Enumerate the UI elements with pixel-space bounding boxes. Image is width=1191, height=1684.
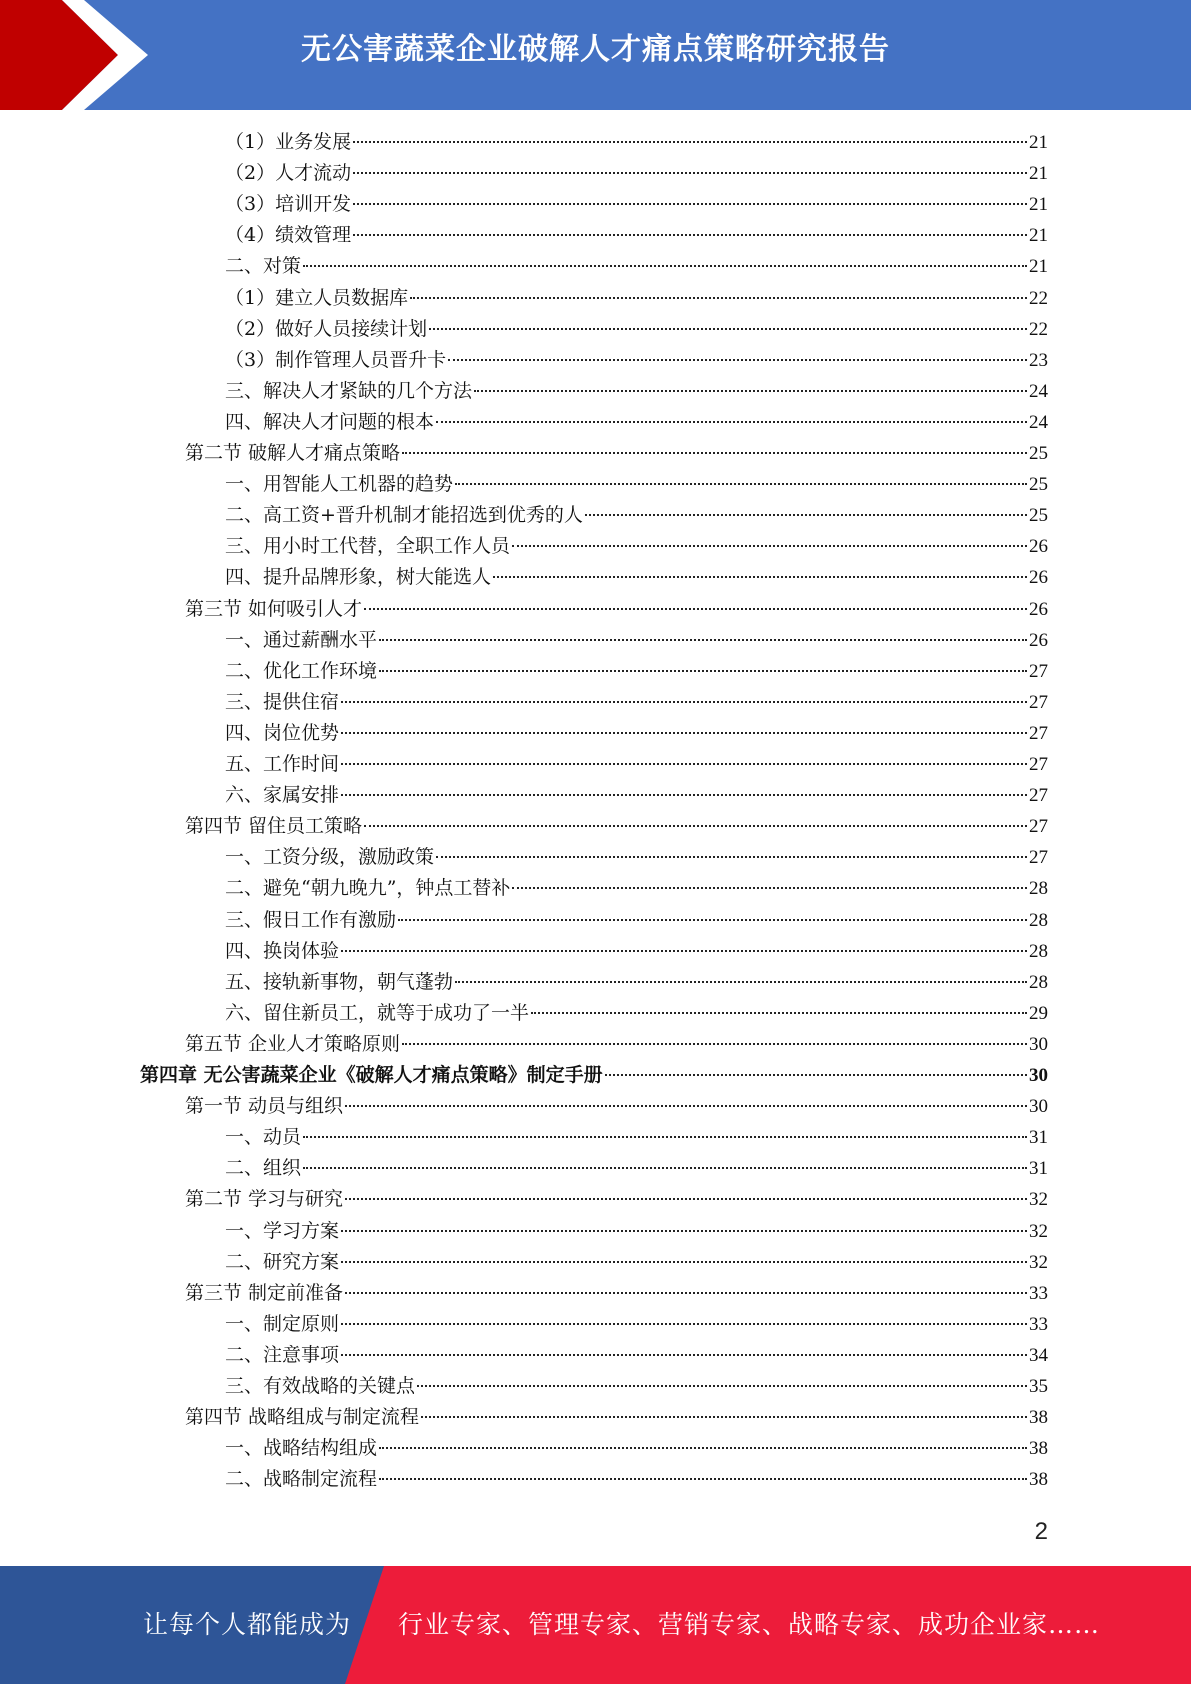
toc-entry-label: 一、制定原则 <box>225 1313 340 1335</box>
toc-entry-label: 第三节 制定前准备 <box>185 1282 344 1304</box>
toc-entry[interactable] <box>185 811 1048 842</box>
toc-entry-page: 30 <box>1029 1065 1048 1086</box>
toc-dot-leader <box>341 1261 1027 1263</box>
toc-dot-leader <box>493 576 1027 578</box>
toc-entry-label: 二、注意事项 <box>225 1344 340 1366</box>
toc-entry-page: 34 <box>1029 1345 1048 1366</box>
toc-entry-label: （1）业务发展 <box>225 131 352 153</box>
toc-entry-label: 五、接轨新事物，朝气蓬勃 <box>225 971 454 993</box>
toc-entry-page: 38 <box>1029 1469 1048 1490</box>
toc-entry[interactable] <box>225 345 1048 376</box>
toc-dot-leader <box>455 483 1027 485</box>
toc-entry[interactable] <box>225 1309 1048 1340</box>
toc-entry-page: 26 <box>1029 536 1048 557</box>
toc-entry[interactable] <box>225 1433 1048 1464</box>
toc-entry[interactable] <box>225 127 1048 158</box>
toc-entry-label: （3）制作管理人员晋升卡 <box>225 349 447 371</box>
toc-dot-leader <box>455 981 1027 983</box>
toc-entry-label: 第三节 如何吸引人才 <box>185 598 363 620</box>
toc-dot-leader <box>402 452 1027 454</box>
toc-dot-leader <box>364 825 1027 827</box>
toc-entry-label: 三、用小时工代替，全职工作人员 <box>225 535 511 557</box>
toc-entry-page: 30 <box>1029 1096 1048 1117</box>
toc-dot-leader <box>341 794 1027 796</box>
toc-entry-page: 21 <box>1029 225 1048 246</box>
toc-entry[interactable] <box>225 220 1048 251</box>
toc-entry[interactable] <box>225 749 1048 780</box>
toc-entry-page: 25 <box>1029 505 1048 526</box>
toc-entry-page: 38 <box>1029 1407 1048 1428</box>
toc-entry-page: 33 <box>1029 1314 1048 1335</box>
toc-entry-page: 32 <box>1029 1221 1048 1242</box>
toc-entry-label: 第四节 战略组成与制定流程 <box>185 1406 420 1428</box>
toc-entry-label: 第二节 学习与研究 <box>185 1188 344 1210</box>
toc-entry-page: 27 <box>1029 754 1048 775</box>
toc-entry-label: 三、有效战略的关键点 <box>225 1375 416 1397</box>
toc-entry-label: 第四节 留住员工策略 <box>185 815 363 837</box>
toc-entry[interactable] <box>225 283 1048 314</box>
toc-entry-page: 23 <box>1029 350 1048 371</box>
toc-entry[interactable] <box>225 562 1048 593</box>
toc-entry[interactable] <box>185 1402 1048 1433</box>
toc-entry[interactable] <box>225 842 1048 873</box>
toc-entry-page: 31 <box>1029 1127 1048 1148</box>
toc-entry[interactable] <box>225 656 1048 687</box>
toc-entry-page: 26 <box>1029 599 1048 620</box>
toc-entry-label: （2）做好人员接续计划 <box>225 318 428 340</box>
toc-entry[interactable] <box>225 469 1048 500</box>
toc-entry-page: 22 <box>1029 319 1048 340</box>
toc-entry-page: 21 <box>1029 132 1048 153</box>
toc-dot-leader <box>512 887 1027 889</box>
toc-dot-leader <box>398 919 1027 921</box>
toc-entry[interactable] <box>225 407 1048 438</box>
toc-entry[interactable] <box>185 1184 1048 1215</box>
toc-entry[interactable] <box>225 1247 1048 1278</box>
toc-entry-label: 一、战略结构组成 <box>225 1437 378 1459</box>
toc-entry-page: 21 <box>1029 163 1048 184</box>
toc-dot-leader <box>353 141 1027 143</box>
toc-entry[interactable] <box>225 625 1048 656</box>
toc-entry-label: 第四章 无公害蔬菜企业《破解人才痛点策略》制定手册 <box>140 1064 603 1086</box>
toc-entry-label: 三、解决人才紧缺的几个方法 <box>225 380 473 402</box>
toc-entry-label: 三、假日工作有激励 <box>225 909 397 931</box>
toc-entry[interactable] <box>225 967 1048 998</box>
footer-slogan: 让每个人都能成为 <box>143 1610 352 1639</box>
toc-dot-leader <box>379 670 1027 672</box>
toc-entry-page: 27 <box>1029 661 1048 682</box>
toc-entry-page: 24 <box>1029 412 1048 433</box>
toc-entry-page: 27 <box>1029 692 1048 713</box>
toc-entry[interactable] <box>225 189 1048 220</box>
page-header <box>0 0 1191 110</box>
toc-entry-label: （3）培训开发 <box>225 193 352 215</box>
toc-entry-page: 32 <box>1029 1189 1048 1210</box>
toc-entry[interactable] <box>225 531 1048 562</box>
toc-dot-leader <box>379 1478 1027 1480</box>
toc-entry-label: 一、学习方案 <box>225 1220 340 1242</box>
toc-entry-page: 26 <box>1029 567 1048 588</box>
toc-dot-leader <box>345 1105 1027 1107</box>
toc-entry[interactable] <box>225 1122 1048 1153</box>
toc-entry-label: 一、用智能人工机器的趋势 <box>225 473 454 495</box>
toc-entry[interactable] <box>225 500 1048 531</box>
toc-entry[interactable] <box>225 251 1048 282</box>
toc-dot-leader <box>341 1354 1027 1356</box>
toc-entry[interactable] <box>225 376 1048 407</box>
toc-dot-leader <box>436 421 1027 423</box>
toc-dot-leader <box>429 328 1027 330</box>
toc-entry-page: 25 <box>1029 443 1048 464</box>
toc-entry-page: 24 <box>1029 381 1048 402</box>
toc-entry[interactable] <box>185 1278 1048 1309</box>
toc-dot-leader <box>303 1136 1027 1138</box>
footer-roles: 行业专家、管理专家、营销专家、战略专家、成功企业家…… <box>398 1610 1101 1639</box>
toc-dot-leader <box>341 1230 1027 1232</box>
toc-entry[interactable] <box>225 314 1048 345</box>
toc-dot-leader <box>364 608 1027 610</box>
toc-entry-label: （2）人才流动 <box>225 162 352 184</box>
page-number: 2 <box>1034 1518 1048 1545</box>
toc-entry-label: 二、组织 <box>225 1157 302 1179</box>
toc-entry-label: 二、战略制定流程 <box>225 1468 378 1490</box>
toc-entry-label: 四、解决人才问题的根本 <box>225 411 435 433</box>
toc-entry-label: 二、研究方案 <box>225 1251 340 1273</box>
toc-entry[interactable] <box>225 718 1048 749</box>
toc-entry[interactable] <box>140 1060 1048 1091</box>
toc-dot-leader <box>417 1385 1027 1387</box>
toc-entry[interactable] <box>225 1464 1048 1495</box>
toc-dot-leader <box>353 172 1027 174</box>
toc-dot-leader <box>341 763 1027 765</box>
toc-entry-label: 二、对策 <box>225 255 302 277</box>
toc-dot-leader <box>379 639 1027 641</box>
toc-entry[interactable] <box>225 158 1048 189</box>
toc-dot-leader <box>353 203 1027 205</box>
toc-entry-label: 一、通过薪酬水平 <box>225 629 378 651</box>
toc-dot-leader <box>605 1074 1027 1076</box>
toc-entry-label: 四、提升品牌形象，树大能选人 <box>225 566 492 588</box>
toc-entry[interactable] <box>225 1153 1048 1184</box>
toc-entry-page: 27 <box>1029 723 1048 744</box>
toc-dot-leader <box>421 1416 1027 1418</box>
toc-entry[interactable] <box>185 1091 1048 1122</box>
toc-entry-page: 22 <box>1029 288 1048 309</box>
toc-entry[interactable] <box>225 1371 1048 1402</box>
toc-entry[interactable] <box>185 438 1048 469</box>
toc-entry-page: 29 <box>1029 1003 1048 1024</box>
toc-dot-leader <box>474 390 1027 392</box>
toc-entry-label: 四、岗位优势 <box>225 722 340 744</box>
toc-entry-page: 31 <box>1029 1158 1048 1179</box>
toc-entry-label: 六、家属安排 <box>225 784 340 806</box>
toc-entry[interactable] <box>225 873 1048 904</box>
toc-dot-leader <box>341 732 1027 734</box>
toc-entry[interactable] <box>225 1340 1048 1371</box>
toc-entry-label: 第二节 破解人才痛点策略 <box>185 442 401 464</box>
toc-entry-label: 一、工资分级，激励政策 <box>225 846 435 868</box>
toc-dot-leader <box>345 1292 1027 1294</box>
toc-dot-leader <box>303 1167 1027 1169</box>
toc-entry[interactable] <box>225 936 1048 967</box>
toc-entry-label: 五、工作时间 <box>225 753 340 775</box>
toc-dot-leader <box>531 1012 1027 1014</box>
toc-dot-leader <box>410 297 1027 299</box>
toc-entry-label: （1）建立人员数据库 <box>225 287 409 309</box>
toc-dot-leader <box>341 1323 1027 1325</box>
toc-entry-page: 26 <box>1029 630 1048 651</box>
toc-entry-label: 三、提供住宿 <box>225 691 340 713</box>
toc-dot-leader <box>353 234 1027 236</box>
toc-entry-page: 21 <box>1029 256 1048 277</box>
toc-entry-page: 35 <box>1029 1376 1048 1397</box>
toc-dot-leader <box>512 545 1027 547</box>
toc-dot-leader <box>448 359 1027 361</box>
toc-entry-label: 一、动员 <box>225 1126 302 1148</box>
toc-entry-page: 25 <box>1029 474 1048 495</box>
toc-entry-page: 21 <box>1029 194 1048 215</box>
report-title: 无公害蔬菜企业破解人才痛点策略研究报告 <box>301 32 890 67</box>
toc-entry[interactable] <box>225 905 1048 936</box>
toc-dot-leader <box>379 1447 1027 1449</box>
toc-entry-page: 27 <box>1029 816 1048 837</box>
toc-entry[interactable] <box>225 998 1048 1029</box>
toc-dot-leader <box>341 701 1027 703</box>
toc-entry-label: 四、换岗体验 <box>225 940 340 962</box>
page-footer <box>0 1566 1191 1684</box>
toc-entry-page: 28 <box>1029 972 1048 993</box>
toc-entry-page: 28 <box>1029 878 1048 899</box>
toc-dot-leader <box>585 514 1027 516</box>
toc-entry[interactable] <box>225 687 1048 718</box>
toc-entry-page: 27 <box>1029 785 1048 806</box>
toc-entry-page: 28 <box>1029 941 1048 962</box>
toc-entry-page: 32 <box>1029 1252 1048 1273</box>
toc-dot-leader <box>341 950 1027 952</box>
toc-entry-page: 38 <box>1029 1438 1048 1459</box>
toc-entry-label: 第一节 动员与组织 <box>185 1095 344 1117</box>
toc-dot-leader <box>345 1198 1027 1200</box>
toc-entry-page: 33 <box>1029 1283 1048 1304</box>
toc-entry-label: 六、留住新员工，就等于成功了一半 <box>225 1002 530 1024</box>
toc-entry-label: （4）绩效管理 <box>225 224 352 246</box>
toc-entry-label: 第五节 企业人才策略原则 <box>185 1033 401 1055</box>
toc-entry[interactable] <box>225 1216 1048 1247</box>
toc-entry[interactable] <box>185 1029 1048 1060</box>
toc-entry-label: 二、高工资+晋升机制才能招选到优秀的人 <box>225 504 583 526</box>
toc-dot-leader <box>436 856 1027 858</box>
toc-entry-page: 28 <box>1029 910 1048 931</box>
toc-entry-page: 30 <box>1029 1034 1048 1055</box>
toc-entry-page: 27 <box>1029 847 1048 868</box>
toc-dot-leader <box>303 265 1027 267</box>
toc-entry[interactable] <box>185 594 1048 625</box>
toc-entry-label: 二、优化工作环境 <box>225 660 378 682</box>
toc-dot-leader <box>402 1043 1027 1045</box>
toc-entry[interactable] <box>225 780 1048 811</box>
toc-entry-label: 二、避免“朝九晚九”，钟点工替补 <box>225 877 511 899</box>
